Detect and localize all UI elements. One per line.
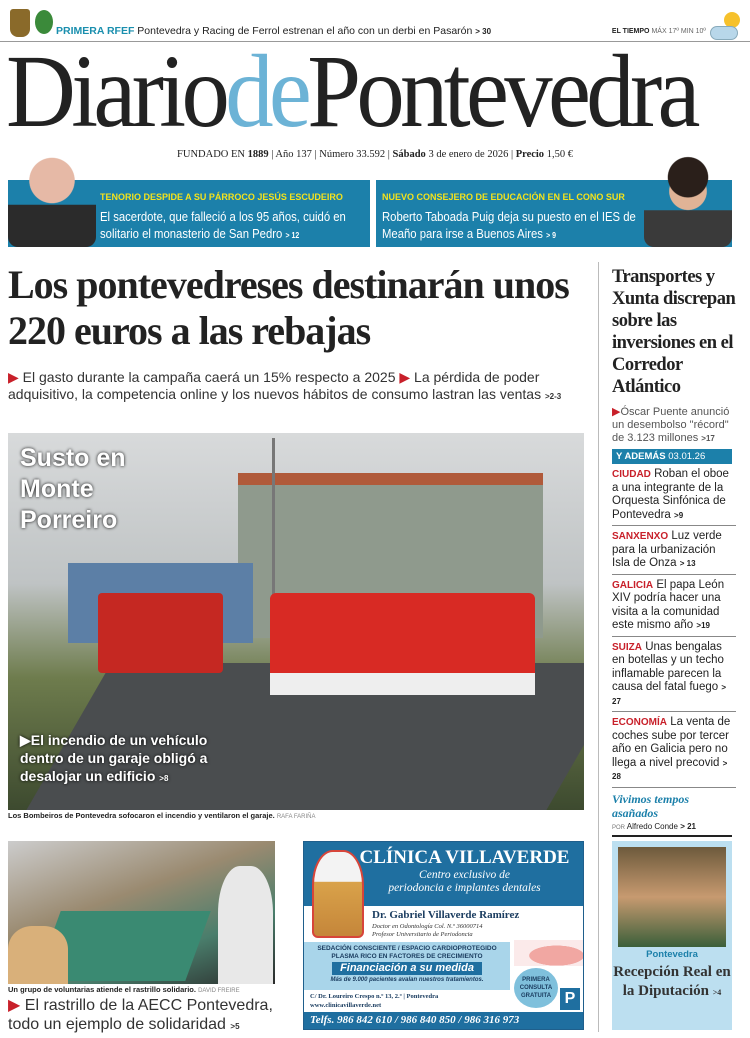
masthead-logo[interactable]: DiariodePontevedra: [6, 34, 696, 149]
brief-item[interactable]: ECONOMÍA La venta de coches sube por tercer año en Galicia pero no llega a nivel precovid > 28: [612, 716, 736, 788]
side-headline[interactable]: Transportes y Xunta discrepan sobre las inversiones en el Corredor Atlántico: [612, 267, 736, 397]
photo-caption: Los Bombeiros de Pontevedra sofocaron el incendio y ventilaron el garaje. RAFA FARIÑA: [8, 811, 316, 820]
lead-subhead: ▶ El gasto durante la campaña caerá un 15% respecto a 2025 ▶ La pérdida de poder adquisitivo, la competencia online y los nuevos hábitos de consumo lastran las ventas >2-3: [8, 369, 562, 402]
implant-image: [514, 940, 584, 966]
clinic-advertisement[interactable]: CLÍNICA VILLAVERDE Centro exclusivo de periodoncia e implantes dentales Dr. Gabriel Villaverde Ramírez Doctor en Odontología Col. N.º 36000714 Profesor Universitario de Periodoncia SEDACIÓN CONSCIENTE / ESPACIO CARDIOPROTEGIDO PLASMA RICO EN FACTORES DE CRECIMIENTO Financiación a su medida Más de 9.000 pacientes avalan nuestros tratamientos. C/ Dr. Loureiro Crespo n.º 13, 2.º | Pontevedra www.clinicavillaverde.net PRIMERA CONSULTA GRATUITA P Telfs. 986 842 610 / 986 840 850 / 986 316 973: [303, 841, 584, 1030]
photo-caption-2: Un grupo de voluntarias atiende el rastrillo solidario. DAVID FREIRE: [8, 985, 240, 994]
top-kicker[interactable]: PRIMERA RFEF Pontevedra y Racing de Ferrol estrenan el año con un derbi en Pasarón > 30: [56, 25, 492, 37]
rastrillo-photo[interactable]: [8, 841, 275, 984]
ademas-header: Y ADEMÁS 03.01.26: [612, 449, 732, 464]
tooth-icon: [312, 850, 364, 938]
opinion-byline: POR Alfredo Conde > 21: [612, 821, 696, 831]
fire-photo[interactable]: [8, 433, 584, 810]
priest-photo: [8, 152, 96, 247]
lead-headline[interactable]: Los pontevedreses destinarán unos 220 euros a las rebajas: [8, 262, 569, 353]
brief-item[interactable]: CIUDAD Roban el oboe a una integrante de la Orquesta Sinfónica de Pontevedra >9: [612, 468, 736, 526]
club-crest-icon: [10, 9, 30, 37]
brief-item[interactable]: SUIZA Unas bengalas en botellas y un techo inflamable parecen la causa del fatal fuego > 27: [612, 641, 736, 713]
bottom-headline[interactable]: ▶ El rastrillo de la AECC Pontevedra, todo un ejemplo de solidaridad >5: [8, 997, 273, 1033]
reception-photo: [618, 847, 726, 947]
sun-cloud-icon: [710, 12, 742, 40]
edition-info: FUNDADO EN 1889 | Año 137 | Número 33.592 | Sábado 3 de enero de 2026 | Precio 1,50 €: [177, 149, 573, 160]
club-mascot-icon: [35, 10, 53, 34]
bullet-icon: ▶: [8, 369, 19, 385]
parking-icon: P: [560, 988, 580, 1010]
recepcion-box[interactable]: Pontevedra Recepción Real en la Diputación >4: [612, 841, 732, 1030]
consejero-photo: [644, 154, 732, 247]
column-divider: [598, 262, 599, 1032]
side-teaser: ▶Óscar Puente anunció un desembolso "récord" de 3.123 millones >17: [612, 406, 730, 444]
opinion-title[interactable]: Vivimos tempos asañados: [612, 791, 690, 820]
divider: [612, 835, 732, 837]
fire-truck-2: [98, 593, 223, 673]
weather: EL TIEMPO MÁX 17º MIN 10º: [611, 28, 706, 35]
right-column: [612, 266, 738, 837]
brief-item[interactable]: SANXENXO Luz verde para la urbanización Isla de Onza > 13: [612, 530, 736, 575]
photo-text: ▶El incendio de un vehículo dentro de un garaje obligó a desalojar un edificio >8: [20, 732, 208, 784]
teaser-tenorio[interactable]: TENORIO DESPIDE A SU PÁRROCO JESÚS ESCUDEIRO El sacerdote, que falleció a los 95 años, cuidó en solitario el monasterio de San Pedro > 12: [8, 180, 370, 247]
brief-item[interactable]: GALICIA El papa León XIV podría hacer una visita a la comunidad este mismo año >19: [612, 579, 736, 637]
bullet-icon: ▶: [399, 369, 411, 385]
teaser-consejero[interactable]: NUEVO CONSEJERO DE EDUCACIÓN EN EL CONO SUR Roberto Taboada Puig deja su puesto en el IES de Meaño para irse a Buenos Aires > 9: [376, 180, 732, 247]
photo-title: Susto en Monte Porreiro: [20, 444, 126, 534]
